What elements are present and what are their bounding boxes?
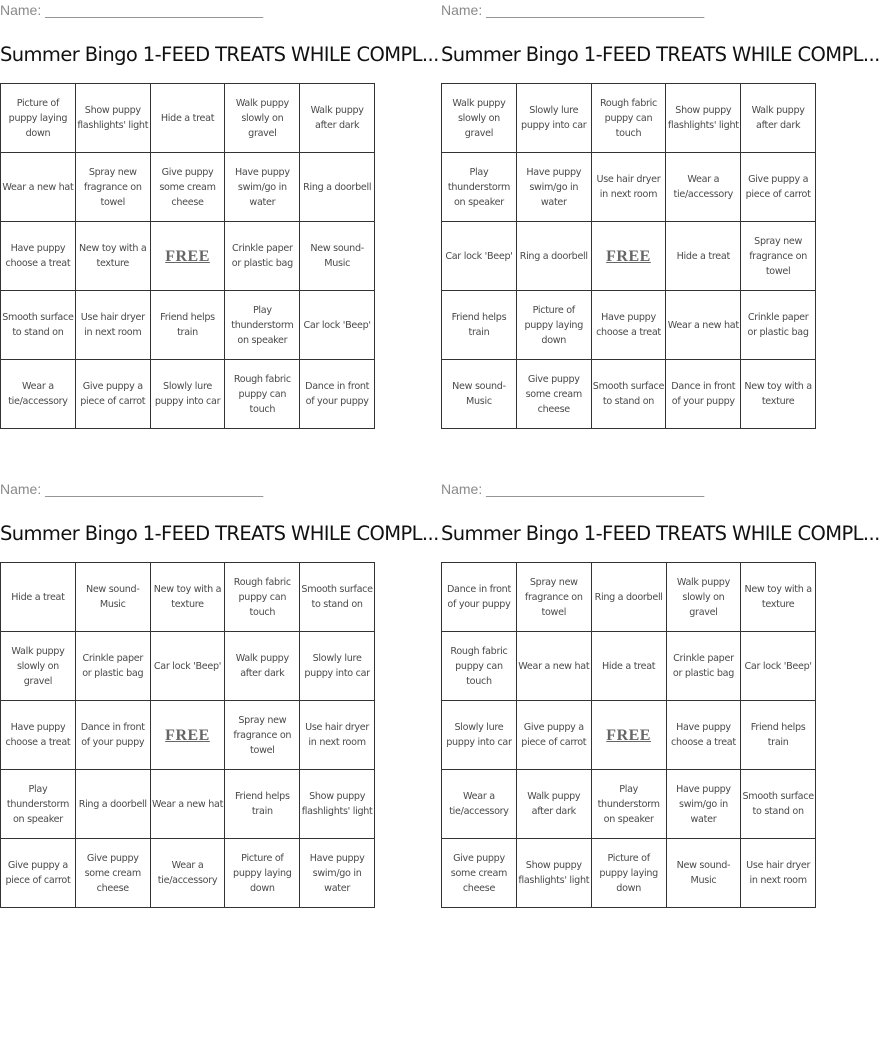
bingo-cell: Show puppy flashlights' light	[516, 839, 591, 908]
bingo-cell: Give puppy some cream cheese	[516, 360, 591, 429]
bingo-cell: Rough fabric puppy can touch	[591, 84, 666, 153]
bingo-cell: Car lock 'Beep'	[442, 222, 517, 291]
card-title: Summer Bingo 1-FEED TREATS WHILE COMPL...	[441, 522, 880, 545]
bingo-row	[1, 632, 375, 701]
bingo-grid	[0, 562, 375, 908]
bingo-cell: Crinkle paper or plastic bag	[75, 632, 150, 701]
bingo-cell: Wear a new hat	[516, 632, 591, 701]
bingo-cell: Wear a tie/accessory	[1, 360, 76, 429]
bingo-cell: Friend helps train	[741, 701, 816, 770]
bingo-cell: Walk puppy slowly on gravel	[442, 84, 517, 153]
bingo-cell: Play thunderstorm on speaker	[442, 153, 517, 222]
bingo-cell: Rough fabric puppy can touch	[442, 632, 517, 701]
bingo-grid	[0, 83, 375, 429]
bingo-row	[442, 701, 816, 770]
bingo-row	[442, 222, 816, 291]
bingo-cell: Slowly lure puppy into car	[300, 632, 375, 701]
bingo-cell: Picture of puppy laying down	[591, 839, 666, 908]
bingo-row	[1, 563, 375, 632]
bingo-cell: Hide a treat	[666, 222, 741, 291]
bingo-cell: Hide a treat	[591, 632, 666, 701]
bingo-cell: Use hair dryer in next room	[741, 839, 816, 908]
bingo-cell: Have puppy swim/go in water	[225, 153, 300, 222]
card-title: Summer Bingo 1-FEED TREATS WHILE COMPL...	[441, 43, 880, 66]
bingo-cell: Spray new fragrance on towel	[225, 701, 300, 770]
bingo-cell: New sound-Music	[75, 563, 150, 632]
name-field-label: Name: ____________________________	[0, 481, 264, 497]
bingo-cell: Walk puppy slowly on gravel	[1, 632, 76, 701]
bingo-cell: Have puppy choose a treat	[1, 701, 76, 770]
bingo-cell: Have puppy choose a treat	[1, 222, 76, 291]
bingo-cell: Crinkle paper or plastic bag	[741, 291, 816, 360]
bingo-cell: Friend helps train	[225, 770, 300, 839]
bingo-cell: Ring a doorbell	[75, 770, 150, 839]
bingo-cell: Use hair dryer in next room	[591, 153, 666, 222]
bingo-cell: Spray new fragrance on towel	[516, 563, 591, 632]
bingo-cell: Have puppy swim/go in water	[666, 770, 741, 839]
bingo-cell: Ring a doorbell	[300, 153, 375, 222]
bingo-cell: Have puppy swim/go in water	[300, 839, 375, 908]
bingo-grid	[441, 562, 816, 908]
bingo-cell: Use hair dryer in next room	[300, 701, 375, 770]
bingo-cell: Crinkle paper or plastic bag	[225, 222, 300, 291]
bingo-row	[442, 632, 816, 701]
bingo-cell: Walk puppy after dark	[741, 84, 816, 153]
bingo-row	[1, 222, 375, 291]
bingo-cell: Crinkle paper or plastic bag	[666, 632, 741, 701]
bingo-cell: Friend helps train	[150, 291, 225, 360]
bingo-cell: Have puppy choose a treat	[591, 291, 666, 360]
bingo-cell: Friend helps train	[442, 291, 517, 360]
card-title: Summer Bingo 1-FEED TREATS WHILE COMPL...	[0, 43, 439, 66]
bingo-row	[1, 839, 375, 908]
free-space: FREE	[150, 222, 225, 291]
bingo-cell: Dance in front of your puppy	[442, 563, 517, 632]
bingo-cell: Picture of puppy laying down	[516, 291, 591, 360]
bingo-cell: Give puppy a piece of carrot	[516, 701, 591, 770]
bingo-cell: Play thunderstorm on speaker	[1, 770, 76, 839]
bingo-row	[1, 153, 375, 222]
bingo-row	[1, 84, 375, 153]
bingo-row	[442, 84, 816, 153]
bingo-cell: Dance in front of your puppy	[75, 701, 150, 770]
bingo-cell: Wear a new hat	[150, 770, 225, 839]
bingo-row	[1, 291, 375, 360]
bingo-cell: Wear a tie/accessory	[150, 839, 225, 908]
bingo-cell: Play thunderstorm on speaker	[225, 291, 300, 360]
bingo-cell: Give puppy some cream cheese	[150, 153, 225, 222]
bingo-cell: Slowly lure puppy into car	[150, 360, 225, 429]
bingo-cell: Dance in front of your puppy	[666, 360, 741, 429]
bingo-cell: Use hair dryer in next room	[75, 291, 150, 360]
bingo-cell: Smooth surface to stand on	[741, 770, 816, 839]
bingo-cell: Spray new fragrance on towel	[75, 153, 150, 222]
bingo-cell: Car lock 'Beep'	[300, 291, 375, 360]
bingo-cell: Have puppy swim/go in water	[516, 153, 591, 222]
bingo-cell: Show puppy flashlights' light	[666, 84, 741, 153]
bingo-cell: New toy with a texture	[75, 222, 150, 291]
bingo-row	[442, 563, 816, 632]
bingo-row	[442, 360, 816, 429]
name-field-label: Name: ____________________________	[441, 2, 705, 18]
bingo-row	[1, 360, 375, 429]
bingo-cell: New sound-Music	[666, 839, 741, 908]
bingo-cell: Give puppy some cream cheese	[442, 839, 517, 908]
bingo-cell: Have puppy choose a treat	[666, 701, 741, 770]
card-title: Summer Bingo 1-FEED TREATS WHILE COMPL...	[0, 522, 439, 545]
bingo-cell: Walk puppy after dark	[225, 632, 300, 701]
bingo-cell: Picture of puppy laying down	[225, 839, 300, 908]
bingo-cell: Ring a doorbell	[516, 222, 591, 291]
bingo-cell: Wear a new hat	[1, 153, 76, 222]
bingo-cell: Rough fabric puppy can touch	[225, 563, 300, 632]
bingo-cell: New toy with a texture	[150, 563, 225, 632]
bingo-cell: Walk puppy after dark	[516, 770, 591, 839]
bingo-cell: Show puppy flashlights' light	[300, 770, 375, 839]
bingo-cell: Dance in front of your puppy	[300, 360, 375, 429]
bingo-cell: Wear a new hat	[666, 291, 741, 360]
name-field-label: Name: ____________________________	[441, 481, 705, 497]
bingo-cell: Car lock 'Beep'	[150, 632, 225, 701]
bingo-cell: Hide a treat	[1, 563, 76, 632]
bingo-cell: Smooth surface to stand on	[1, 291, 76, 360]
bingo-cell: Ring a doorbell	[591, 563, 666, 632]
bingo-cell: Car lock 'Beep'	[741, 632, 816, 701]
free-space: FREE	[591, 222, 666, 291]
bingo-cell: Show puppy flashlights' light	[75, 84, 150, 153]
bingo-cell: Slowly lure puppy into car	[516, 84, 591, 153]
bingo-cell: Play thunderstorm on speaker	[591, 770, 666, 839]
bingo-cell: Walk puppy slowly on gravel	[666, 563, 741, 632]
bingo-cell: New sound-Music	[300, 222, 375, 291]
bingo-row	[1, 770, 375, 839]
bingo-cell: New toy with a texture	[741, 563, 816, 632]
free-space: FREE	[591, 701, 666, 770]
bingo-cell: Give puppy a piece of carrot	[1, 839, 76, 908]
bingo-cell: Slowly lure puppy into car	[442, 701, 517, 770]
bingo-cell: Picture of puppy laying down	[1, 84, 76, 153]
name-field-label: Name: ____________________________	[0, 2, 264, 18]
bingo-cell: New toy with a texture	[741, 360, 816, 429]
bingo-cell: Rough fabric puppy can touch	[225, 360, 300, 429]
bingo-cell: New sound-Music	[442, 360, 517, 429]
bingo-cell: Spray new fragrance on towel	[741, 222, 816, 291]
bingo-row	[1, 701, 375, 770]
bingo-cell: Smooth surface to stand on	[591, 360, 666, 429]
bingo-cell: Walk puppy slowly on gravel	[225, 84, 300, 153]
bingo-row	[442, 153, 816, 222]
free-space: FREE	[150, 701, 225, 770]
bingo-cell: Give puppy a piece of carrot	[741, 153, 816, 222]
bingo-row	[442, 770, 816, 839]
bingo-cell: Hide a treat	[150, 84, 225, 153]
bingo-cell: Wear a tie/accessory	[666, 153, 741, 222]
bingo-cell: Give puppy a piece of carrot	[75, 360, 150, 429]
bingo-cell: Smooth surface to stand on	[300, 563, 375, 632]
bingo-row	[442, 291, 816, 360]
bingo-grid	[441, 83, 816, 429]
bingo-cell: Wear a tie/accessory	[442, 770, 517, 839]
bingo-cell: Walk puppy after dark	[300, 84, 375, 153]
bingo-cell: Give puppy some cream cheese	[75, 839, 150, 908]
bingo-row	[442, 839, 816, 908]
